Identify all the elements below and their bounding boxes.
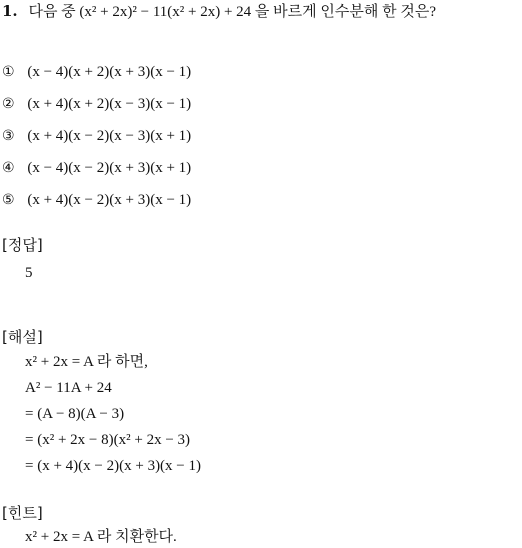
explanation-line-5: = (x + 4)(x − 2)(x + 3)(x − 1) <box>25 458 202 474</box>
choice-text: (x + 4)(x − 2)(x − 3)(x + 1) <box>27 128 192 144</box>
question <box>2 4 436 20</box>
choice-text: (x + 4)(x + 2)(x − 3)(x − 1) <box>27 96 192 112</box>
answer-value: 5 <box>25 265 33 281</box>
choice-3[interactable] <box>2 128 191 144</box>
choice-5[interactable] <box>2 192 191 208</box>
hint-text: x² + 2x = A 라 치환한다. <box>25 529 177 545</box>
question-text: 다음 중 (x² + 2x)² − 11(x² + 2x) + 24 을 바르게 인수분해 한 것은? <box>28 4 436 20</box>
choice-text: (x − 4)(x + 2)(x + 3)(x − 1) <box>27 64 192 80</box>
explanation-line-3: = (A − 8)(A − 3) <box>25 406 125 422</box>
choice-4[interactable] <box>2 160 191 176</box>
choice-text: (x − 4)(x − 2)(x + 3)(x + 1) <box>27 160 192 176</box>
answer-label: [정답] <box>2 236 43 254</box>
choice-marker: ③ <box>2 128 15 144</box>
explanation-line-4: = (x² + 2x − 8)(x² + 2x − 3) <box>25 432 191 448</box>
choice-1[interactable] <box>2 64 191 80</box>
explanation-label: [해설] <box>2 328 43 346</box>
choice-marker: ⑤ <box>2 192 15 208</box>
explanation-line-2: A² − 11A + 24 <box>25 380 112 396</box>
choice-marker: ④ <box>2 160 15 176</box>
choice-text: (x + 4)(x − 2)(x + 3)(x − 1) <box>27 192 192 208</box>
choice-marker: ② <box>2 96 15 112</box>
hint-label: [힌트] <box>2 504 43 522</box>
explanation-line-1: x² + 2x = A 라 하면, <box>25 354 148 370</box>
choice-marker: ① <box>2 64 15 80</box>
choice-2[interactable] <box>2 96 191 112</box>
question-number: 1. <box>2 2 18 20</box>
